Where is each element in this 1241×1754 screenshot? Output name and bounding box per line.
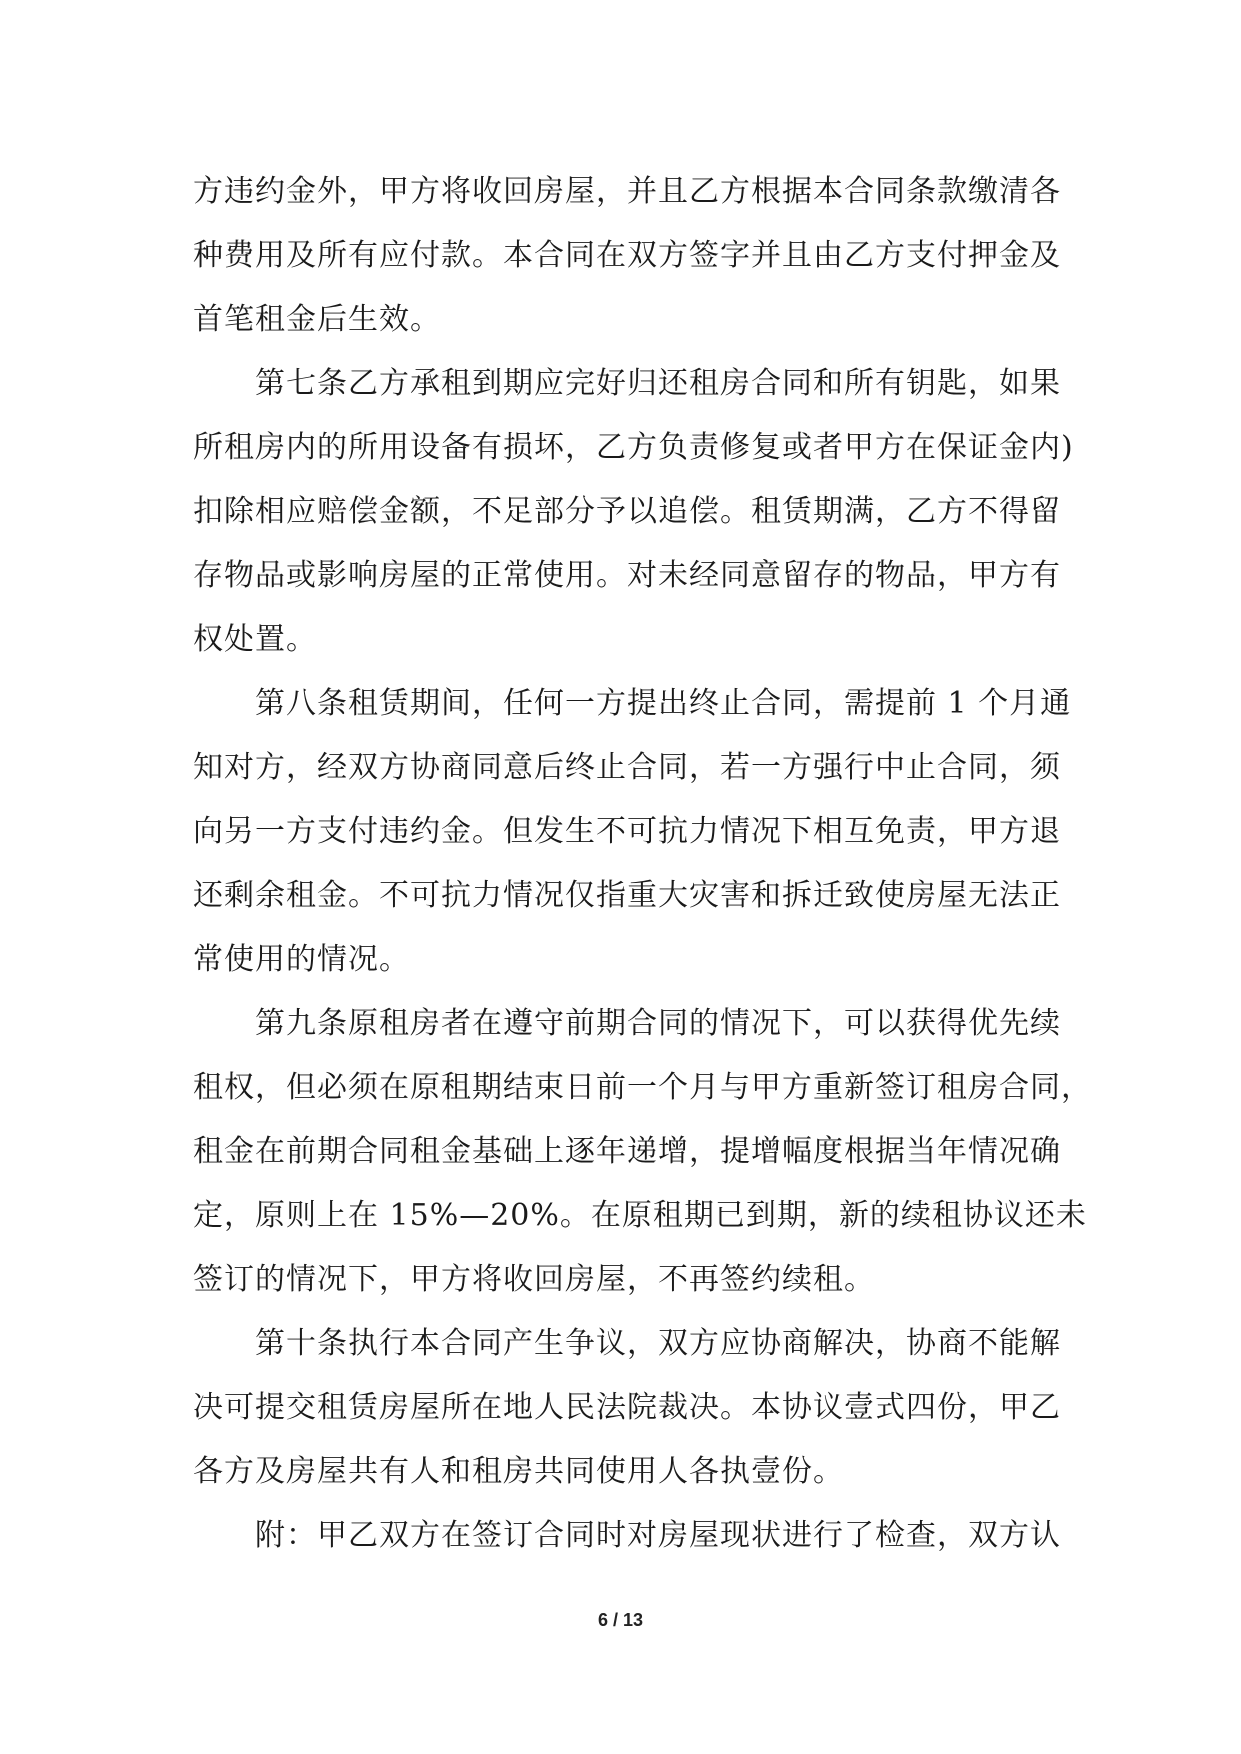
page-number: 6 / 13 xyxy=(597,1610,644,1630)
text-line: 首笔租金后生效。 xyxy=(193,302,441,337)
text-line: 还剩余租金。不可抗力情况仅指重大灾害和拆迁致使房屋无法正 xyxy=(193,878,1061,913)
text-line: 向另一方支付违约金。但发生不可抗力情况下相互免责，甲方退 xyxy=(193,814,1061,849)
text-line: 第九条原租房者在遵守前期合同的情况下，可以获得优先续 xyxy=(193,1006,1061,1041)
text-line: 各方及房屋共有人和租房共同使用人各执壹份。 xyxy=(193,1454,844,1489)
text-line: 存物品或影响房屋的正常使用。对未经同意留存的物品，甲方有 xyxy=(193,558,1061,593)
text-line: 附：甲乙双方在签订合同时对房屋现状进行了检查，双方认 xyxy=(193,1518,1061,1553)
text-line: 常使用的情况。 xyxy=(193,942,410,977)
text-line: 权处置。 xyxy=(193,622,317,657)
paragraph-article-9 xyxy=(193,992,1092,1312)
paragraph-appendix xyxy=(193,1504,1061,1568)
text-line: 第七条乙方承租到期应完好归还租房合同和所有钥匙，如果 xyxy=(193,366,1061,401)
text-line: 扣除相应赔偿金额，不足部分予以追偿。租赁期满，乙方不得留 xyxy=(193,494,1061,529)
text-line: 第十条执行本合同产生争议，双方应协商解决，协商不能解 xyxy=(193,1326,1061,1361)
paragraph-article-10 xyxy=(193,1312,1061,1504)
text-line: 第八条租赁期间，任何一方提出终止合同，需提前 1 个月通 xyxy=(193,686,1072,721)
text-line: 租权，但必须在原租期结束日前一个月与甲方重新签订租房合同， xyxy=(193,1070,1092,1105)
text-line: 种费用及所有应付款。本合同在双方签字并且由乙方支付押金及 xyxy=(193,238,1061,273)
text-line: 知对方，经双方协商同意后终止合同，若一方强行中止合同，须 xyxy=(193,750,1061,785)
paragraph-article-8 xyxy=(193,672,1072,992)
text-line: 方违约金外，甲方将收回房屋，并且乙方根据本合同条款缴清各 xyxy=(193,174,1061,209)
paragraph-penalty-clause xyxy=(193,160,1061,352)
text-line: 租金在前期合同租金基础上逐年递增，提增幅度根据当年情况确 xyxy=(193,1134,1061,1169)
paragraph-article-7 xyxy=(193,352,1074,672)
text-line: 签订的情况下，甲方将收回房屋，不再签约续租。 xyxy=(193,1262,875,1297)
text-line: 所租房内的所用设备有损坏，乙方负责修复或者甲方在保证金内) xyxy=(193,430,1074,465)
text-line: 定，原则上在 15%—20%。在原租期已到期，新的续租协议还未 xyxy=(193,1198,1087,1233)
document-body xyxy=(193,160,1092,1568)
text-line: 决可提交租赁房屋所在地人民法院裁决。本协议壹式四份，甲乙 xyxy=(193,1390,1061,1425)
